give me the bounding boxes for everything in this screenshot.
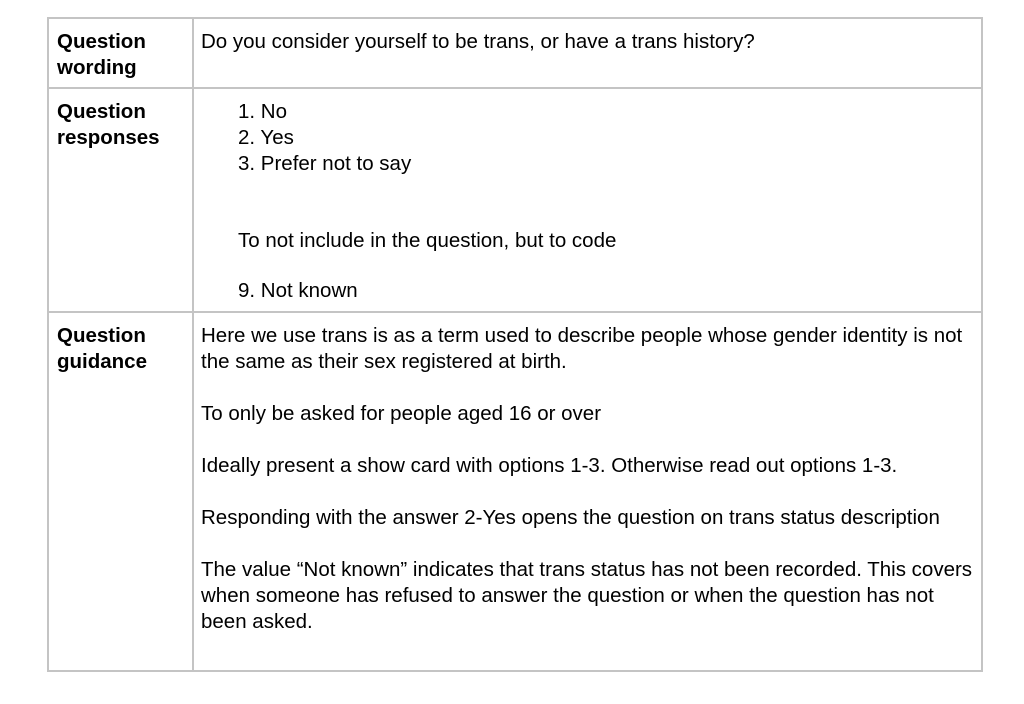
guidance-paragraph: Here we use trans is as a term used to describe people whose gender identity is not the same as their sex registered at birth.	[201, 324, 963, 373]
question-spec-table	[47, 17, 983, 672]
question-wording-label	[48, 18, 193, 88]
response-option: 3. Prefer not to say	[238, 152, 412, 175]
label-line: guidance	[57, 350, 147, 373]
response-option: 1. No	[238, 100, 287, 123]
response-option: 2. Yes	[238, 126, 294, 149]
guidance-paragraph: Responding with the answer 2-Yes opens the question on trans status description	[201, 506, 940, 529]
label-line: wording	[57, 56, 137, 79]
guidance-paragraph: Ideally present a show card with options 1-3. Otherwise read out options 1-3.	[201, 454, 898, 477]
response-options-list	[201, 99, 975, 177]
table-row-responses	[48, 88, 982, 312]
question-responses-label	[48, 88, 193, 312]
guidance-paragraph: The value “Not known” indicates that trans status has not been recorded. This covers when someone has refused to answer the question or when the question has not been asked.	[201, 558, 973, 633]
label-line: responses	[57, 126, 160, 149]
label-line: Question	[57, 324, 146, 347]
coding-note: To not include in the question, but to code	[238, 229, 617, 252]
coded-option: 9. Not known	[238, 279, 358, 302]
question-responses-content	[193, 88, 982, 312]
label-line: Question	[57, 30, 146, 53]
label-line: Question	[57, 100, 146, 123]
table-row-guidance	[48, 312, 982, 671]
table-row-wording	[48, 18, 982, 88]
question-guidance-label	[48, 312, 193, 671]
question-guidance-content	[193, 312, 982, 671]
guidance-paragraph: To only be asked for people aged 16 or over	[201, 402, 602, 425]
wording-text: Do you consider yourself to be trans, or have a trans history?	[201, 30, 755, 53]
question-wording-text	[193, 18, 982, 88]
